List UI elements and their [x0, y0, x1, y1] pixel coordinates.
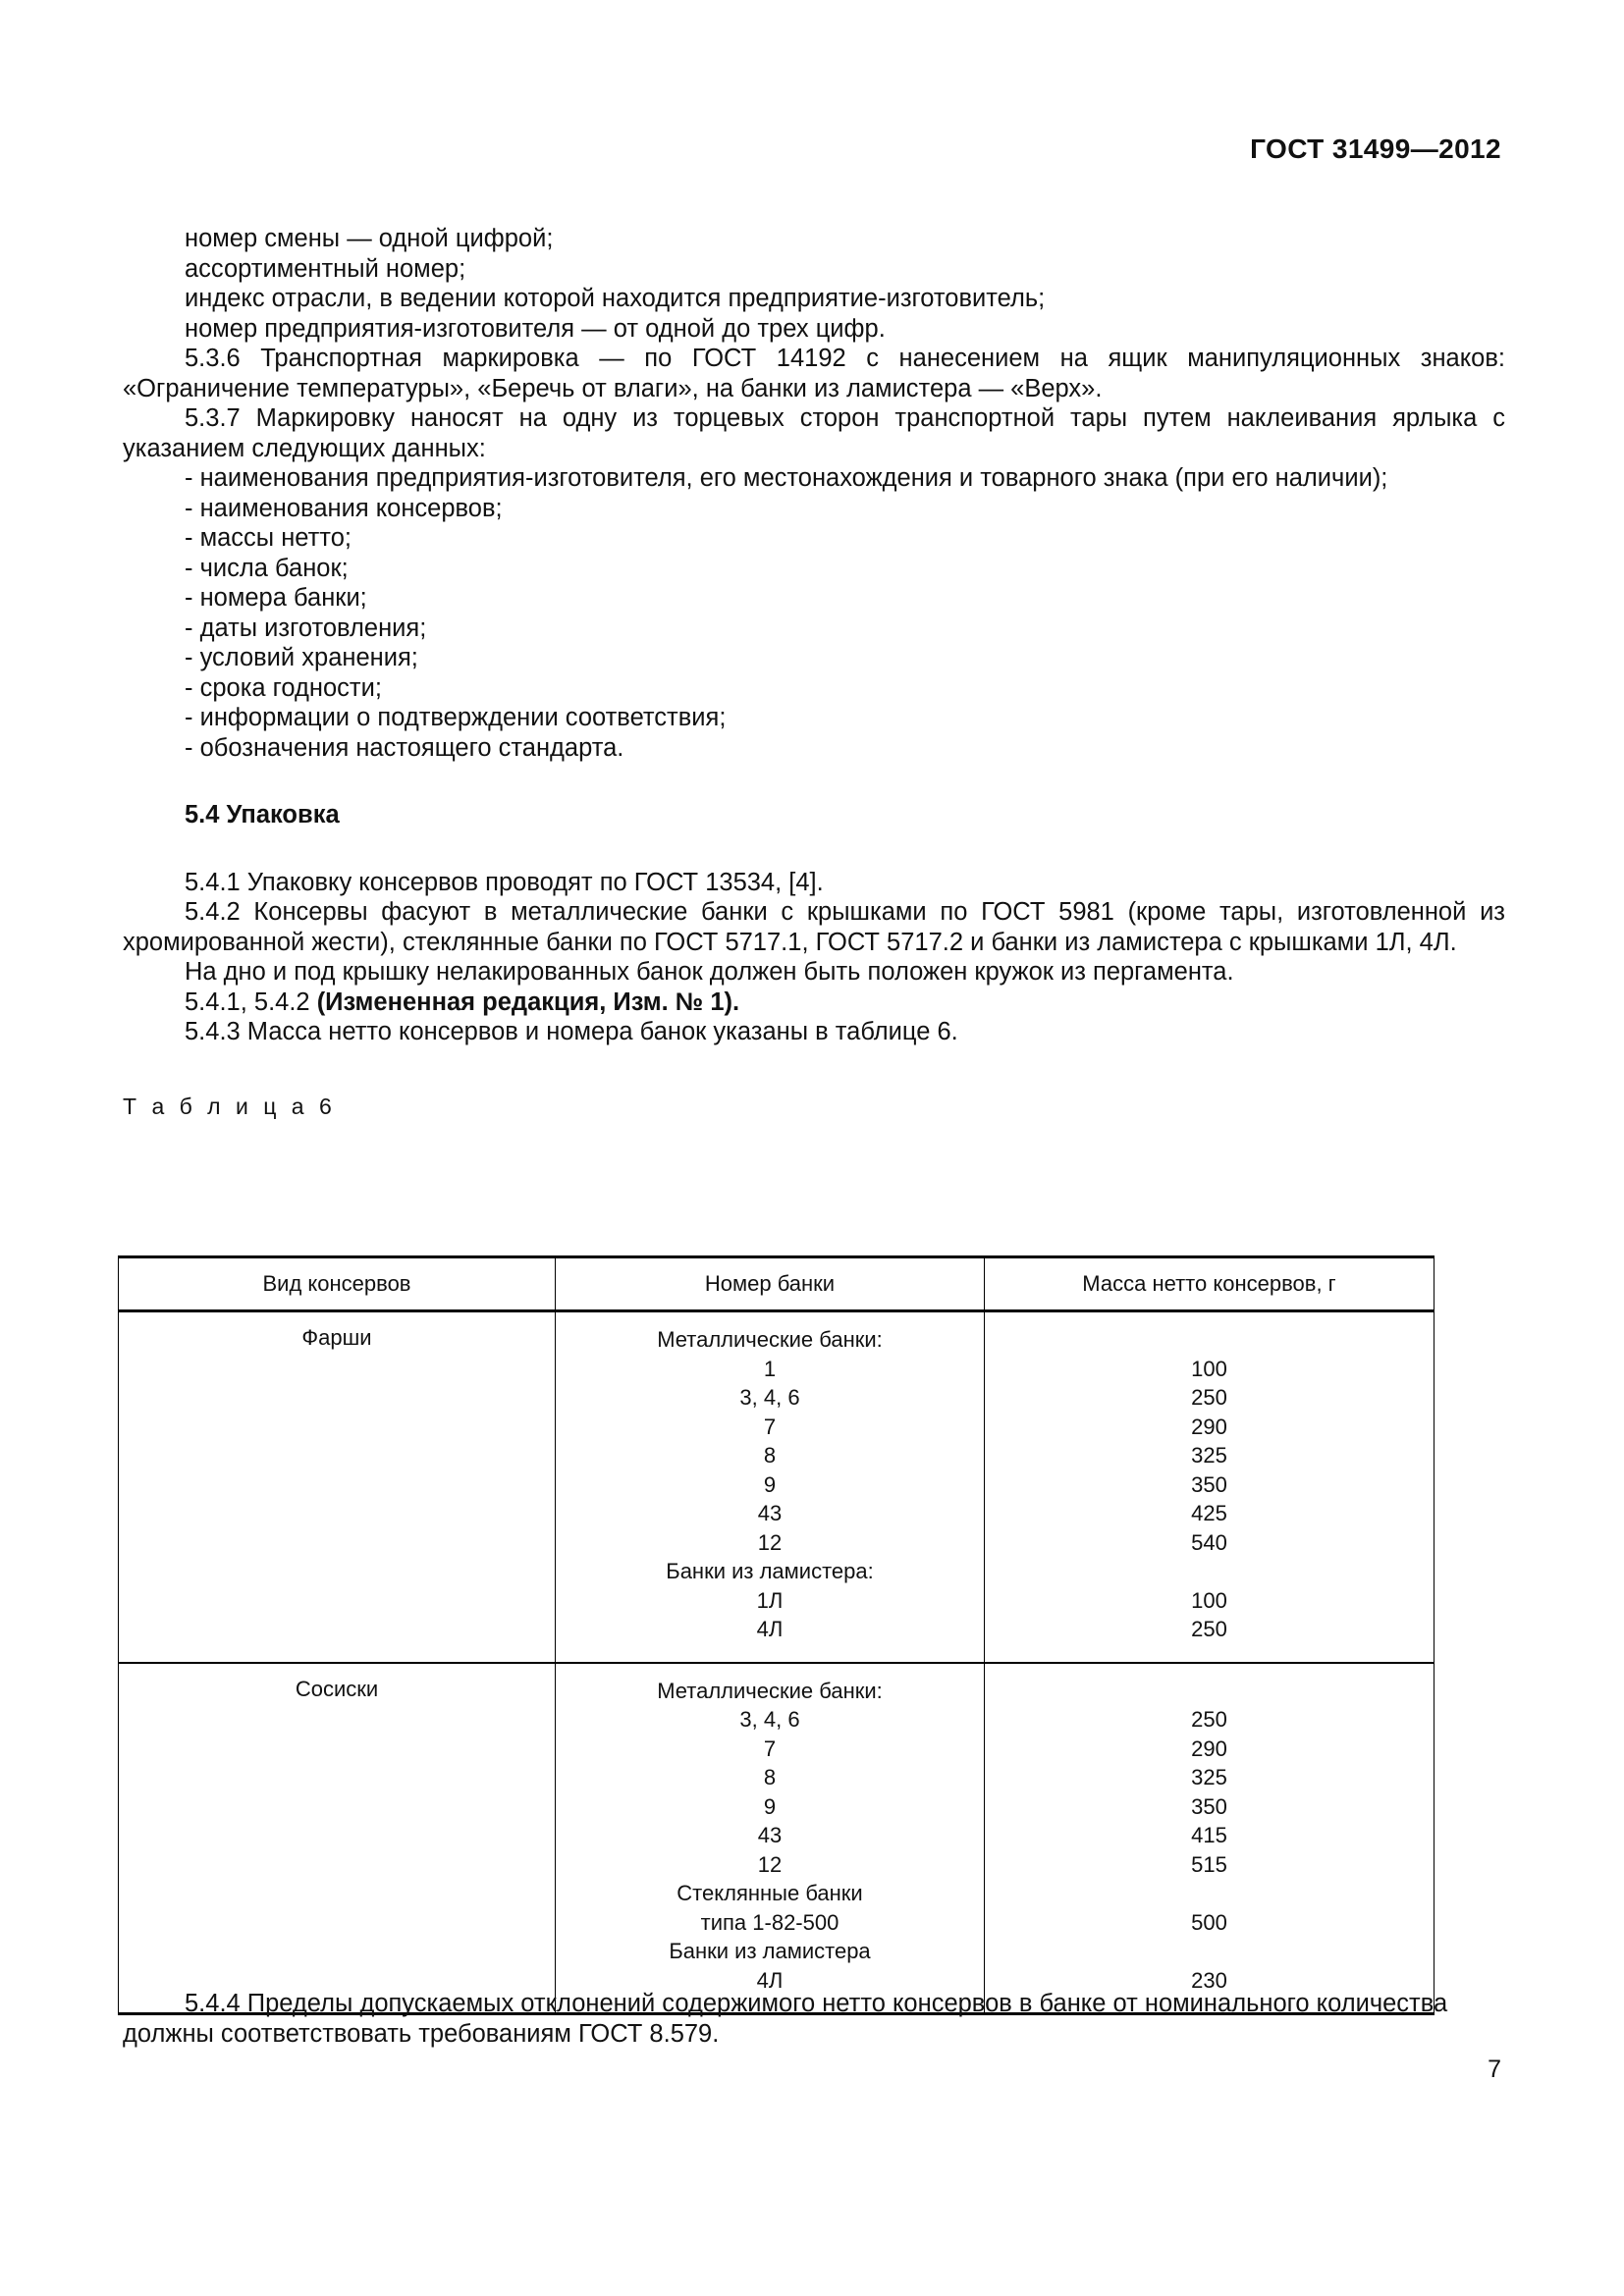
- document-body: [123, 224, 1505, 1120]
- paragraph-5-4-2: 5.4.2 Консервы фасуют в металлические банки с крышками по ГОСТ 5981 (кроме тары, изготовленной из хромированной жести), стеклянные банки по ГОСТ 5717.1, ГОСТ 5717.2 и банки из ламистера с крышками 1Л, 4Л.: [123, 898, 1505, 956]
- net-mass-line: 100: [1191, 1356, 1227, 1381]
- can-number-line: 8: [763, 1443, 777, 1468]
- net-mass-line: 250: [1191, 1385, 1227, 1410]
- can-number-line: 3, 4, 6: [739, 1707, 800, 1732]
- net-mass-line: 250: [1191, 1617, 1227, 1641]
- column-header-can-number: Номер банки: [556, 1257, 985, 1311]
- can-number-line: Банки из ламистера: [669, 1939, 871, 1963]
- standard-designation: ГОСТ 31499—2012: [1250, 133, 1501, 164]
- net-mass-line: 500: [1191, 1909, 1227, 1935]
- can-number-line: 1Л: [756, 1587, 784, 1613]
- can-number-line: 4Л: [756, 1967, 784, 1993]
- paragraph-assortment-number: ассортиментный номер;: [185, 254, 466, 283]
- list-item: - условий хранения;: [185, 644, 418, 671]
- net-mass-line: 250: [1191, 1707, 1227, 1732]
- amendment-label: (Измененная редакция, Изм. № 1).: [316, 988, 740, 1016]
- cell-net-mass: [985, 1311, 1435, 1663]
- net-mass-line: 100: [1191, 1587, 1227, 1613]
- list-item: - номера банки;: [185, 584, 367, 612]
- table-header-row: [119, 1257, 1435, 1311]
- net-mass-line: 230: [1191, 1967, 1227, 1993]
- paragraph-shift-number: номер смены — одной цифрой;: [185, 225, 554, 252]
- table-6-container: [118, 1255, 1434, 2015]
- paragraph-5-4-2-note: На дно и под крышку нелакированных банок должен быть положен кружок из пергамента.: [185, 958, 1234, 986]
- can-number-line: 7: [763, 1735, 777, 1761]
- cell-can-numbers: [556, 1663, 985, 2014]
- can-number-line: Металлические банки:: [657, 1327, 883, 1352]
- can-number-line: 43: [757, 1501, 783, 1525]
- paragraph-5-3-7: 5.3.7 Маркировку наносят на одну из торцевых сторон транспортной тары путем наклеивания ярлыка с указанием следующих данных:: [123, 404, 1505, 462]
- spacer: [123, 1047, 1505, 1093]
- can-number-line: 9: [763, 1471, 777, 1497]
- amendment-prefix: 5.4.1, 5.4.2: [185, 988, 317, 1016]
- net-mass-line: 325: [1191, 1443, 1227, 1468]
- table-head: [119, 1257, 1435, 1311]
- can-number-line: 12: [757, 1529, 783, 1555]
- can-number-line: 9: [763, 1793, 777, 1819]
- list-item-manufacturer-name: - наименования предприятия-изготовителя, его местонахождения и товарного знака (при его наличии);: [185, 464, 1388, 492]
- cell-can-numbers: [556, 1311, 985, 1663]
- paragraph-5-4-3: 5.4.3 Масса нетто консервов и номера банок указаны в таблице 6.: [185, 1018, 958, 1045]
- paragraph-industry-index: индекс отрасли, в ведении которой находится предприятие-изготовитель;: [185, 285, 1046, 312]
- can-number-line: 1: [763, 1356, 777, 1381]
- spacer: [123, 830, 1505, 868]
- net-mass-line: 290: [1191, 1414, 1227, 1439]
- list-item: - даты изготовления;: [185, 614, 427, 642]
- can-number-line: 4Л: [756, 1617, 784, 1641]
- paragraph-manufacturer-number: номер предприятия-изготовителя — от одной до трех цифр.: [185, 314, 886, 343]
- document-body-after-table: [123, 1989, 1505, 2049]
- table-row: [119, 1311, 1435, 1663]
- paragraph-5-4-4: 5.4.4 Пределы допускаемых отклонений содержимого нетто консервов в банке от номинального количества должны соответствовать требованиям ГОСТ 8.579.: [123, 1990, 1448, 2048]
- net-mass-line: 415: [1191, 1823, 1227, 1847]
- paragraph-amendment-note: [123, 988, 1505, 1018]
- cell-kind: Фарши: [119, 1311, 556, 1663]
- can-number-line: 8: [763, 1765, 777, 1789]
- list-item: - информации о подтверждении соответствия;: [185, 704, 727, 731]
- table-body: [119, 1311, 1435, 2014]
- can-number-line: 3, 4, 6: [739, 1385, 800, 1410]
- column-header-net-mass: Масса нетто консервов, г: [985, 1257, 1435, 1311]
- net-mass-line: 350: [1191, 1793, 1227, 1819]
- list-item: - числа банок;: [185, 554, 349, 582]
- table-row: [119, 1663, 1435, 2014]
- list-item: - массы нетто;: [185, 524, 352, 552]
- column-header-kind: Вид консервов: [119, 1257, 556, 1311]
- list-item: - наименования консервов;: [185, 494, 503, 522]
- can-number-line: Стеклянные банки: [677, 1881, 863, 1905]
- net-mass-line: 425: [1191, 1501, 1227, 1525]
- cell-net-mass: [985, 1663, 1435, 2014]
- can-number-line: типа 1-82-500: [700, 1909, 839, 1935]
- net-mass-line: 325: [1191, 1765, 1227, 1789]
- can-number-line: Банки из ламистера:: [666, 1559, 874, 1583]
- net-mass-line: 515: [1191, 1851, 1227, 1877]
- page-number: 7: [1488, 2056, 1501, 2083]
- spacer: [123, 763, 1505, 800]
- can-number-line: 12: [757, 1851, 783, 1877]
- net-mass-line: 290: [1191, 1735, 1227, 1761]
- table-caption: Т а б л и ц а 6: [123, 1093, 337, 1119]
- table-6: [118, 1255, 1435, 2015]
- paragraph-5-3-6: 5.3.6 Транспортная маркировка — по ГОСТ 14192 с нанесением на ящик манипуляционных знаков: «Ограничение температуры», «Беречь от влаги», на банки из ламистера — «Верх».: [123, 345, 1505, 402]
- page-header: [123, 133, 1501, 177]
- net-mass-line: 350: [1191, 1471, 1227, 1497]
- net-mass-line: 540: [1191, 1529, 1227, 1555]
- cell-kind: Сосиски: [119, 1663, 556, 2014]
- can-number-line: 7: [763, 1414, 777, 1439]
- list-item: - срока годности;: [185, 673, 382, 702]
- can-number-line: Металлические банки:: [657, 1678, 883, 1703]
- paragraph-5-4-1: 5.4.1 Упаковку консервов проводят по ГОСТ 13534, [4].: [185, 868, 824, 896]
- list-item: - обозначения настоящего стандарта.: [185, 733, 624, 762]
- can-number-line: 43: [757, 1823, 783, 1847]
- section-heading-5-4: 5.4 Упаковка: [185, 801, 340, 828]
